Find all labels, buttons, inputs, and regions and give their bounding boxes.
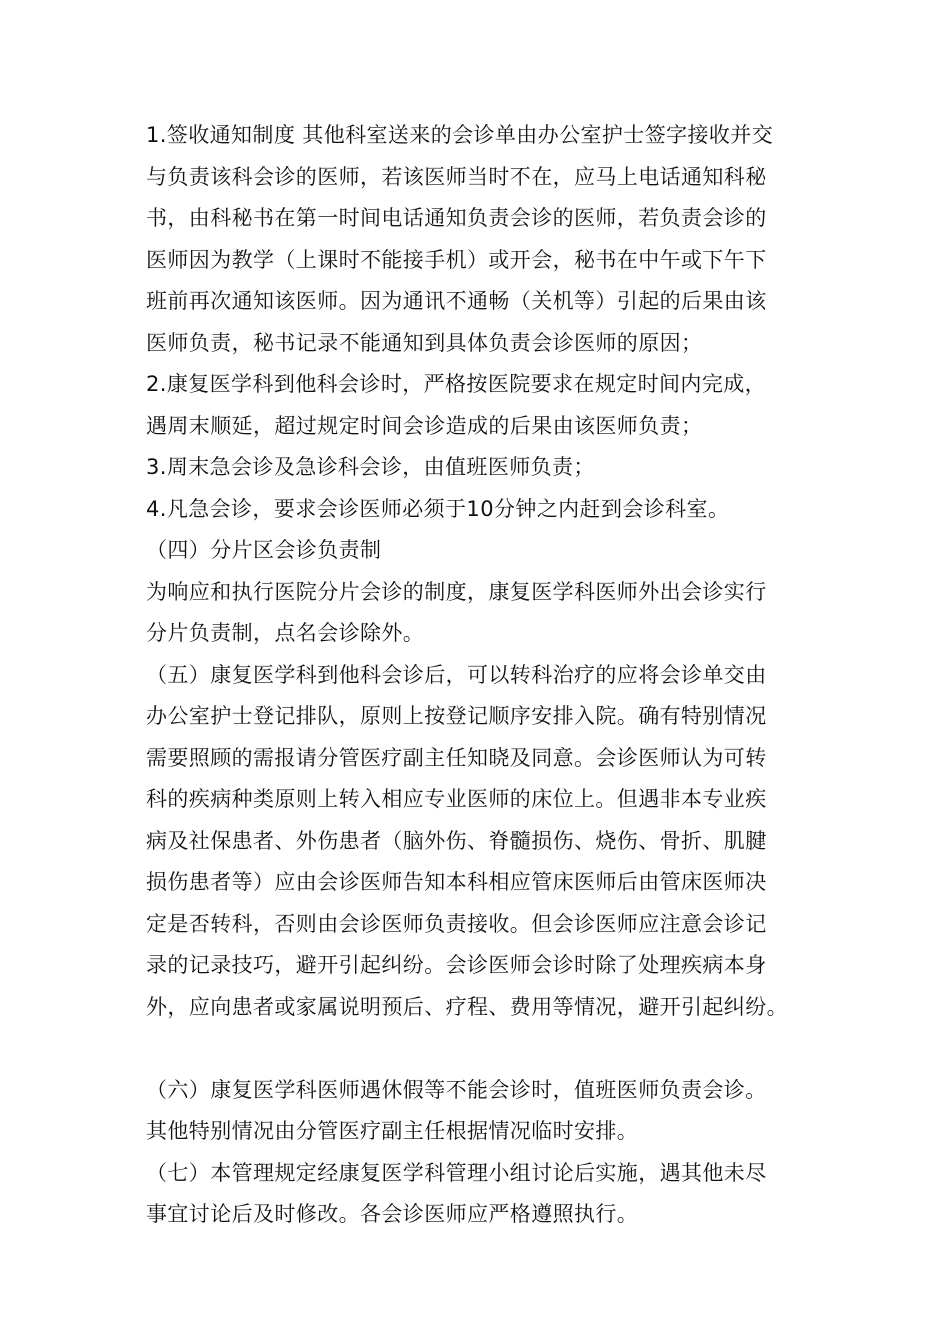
paragraph-line: 外，应向患者或家属说明预后、疗程、费用等情况，避开引起纠纷。 xyxy=(146,994,788,1019)
paragraph-line: （五）康复医学科到他科会诊后，可以转科治疗的应将会诊单交由 xyxy=(146,662,767,687)
paragraph-line: 遇周末顺延，超过规定时间会诊造成的后果由该医师负责； xyxy=(146,413,703,438)
paragraph-line: 1.签收通知制度 其他科室送来的会诊单由办公室护士签字接收并交 xyxy=(146,123,774,147)
paragraph-line: 定是否转科，否则由会诊医师负责接收。但会诊医师应注意会诊记 xyxy=(146,911,767,936)
paragraph-line: 事宜讨论后及时修改。各会诊医师应严格遵照执行。 xyxy=(146,1202,639,1226)
paragraph-line: 医师因为教学（上课时不能接手机）或开会，秘书在中午或下午下 xyxy=(146,247,767,272)
paragraph-line: （七）本管理规定经康复医学科管理小组讨论后实施，遇其他未尽 xyxy=(146,1160,767,1185)
paragraph-line: 2.康复医学科到他科会诊时，严格按医院要求在规定时间内完成， xyxy=(146,372,767,396)
paragraph-line: 录的记录技巧，避开引起纠纷。会诊医师会诊时除了处理疾病本身 xyxy=(146,953,767,977)
paragraph-line: 其他特别情况由分管医疗副主任根据情况临时安排。 xyxy=(146,1119,639,1143)
paragraph-line: 班前再次通知该医师。因为通讯不通畅（关机等）引起的后果由该 xyxy=(146,289,767,313)
paragraph-spacer xyxy=(146,1028,826,1070)
paragraph-line: 与负责该科会诊的医师，若该医师当时不在，应马上电话通知科秘 xyxy=(146,164,767,189)
paragraph-line: （六）康复医学科医师遇休假等不能会诊时，值班医师负责会诊。 xyxy=(146,1077,767,1102)
paragraph-line: 病及社保患者、外伤患者（脑外伤、脊髓损伤、烧伤、骨折、肌腱 xyxy=(146,828,767,853)
paragraph-line: 书，由科秘书在第一时间电话通知负责会诊的医师，若负责会诊的 xyxy=(146,206,767,230)
section-heading: （四）分片区会诊负责制 xyxy=(146,538,382,562)
paragraph-line: 科的疾病种类原则上转入相应专业医师的床位上。但遇非本专业疾 xyxy=(146,787,767,811)
paragraph-line: 分片负责制，点名会诊除外。 xyxy=(146,621,425,645)
paragraph-line: 损伤患者等）应由会诊医师告知本科相应管床医师后由管床医师决 xyxy=(146,870,767,894)
paragraph-line: 医师负责，秘书记录不能通知到具体负责会诊医师的原因； xyxy=(146,330,703,355)
paragraph-line: 需要照顾的需报请分管医疗副主任知晓及同意。会诊医师认为可转 xyxy=(146,745,767,770)
document-body xyxy=(146,115,826,1236)
paragraph-line: 3.周末急会诊及急诊科会诊，由值班医师负责； xyxy=(146,455,595,479)
paragraph-line: 为响应和执行医院分片会诊的制度，康复医学科医师外出会诊实行 xyxy=(146,579,767,604)
paragraph-line: 4.凡急会诊，要求会诊医师必须于10分钟之内赶到会诊科室。 xyxy=(146,496,730,521)
paragraph-line: 办公室护士登记排队，原则上按登记顺序安排入院。确有特别情况 xyxy=(146,704,767,728)
